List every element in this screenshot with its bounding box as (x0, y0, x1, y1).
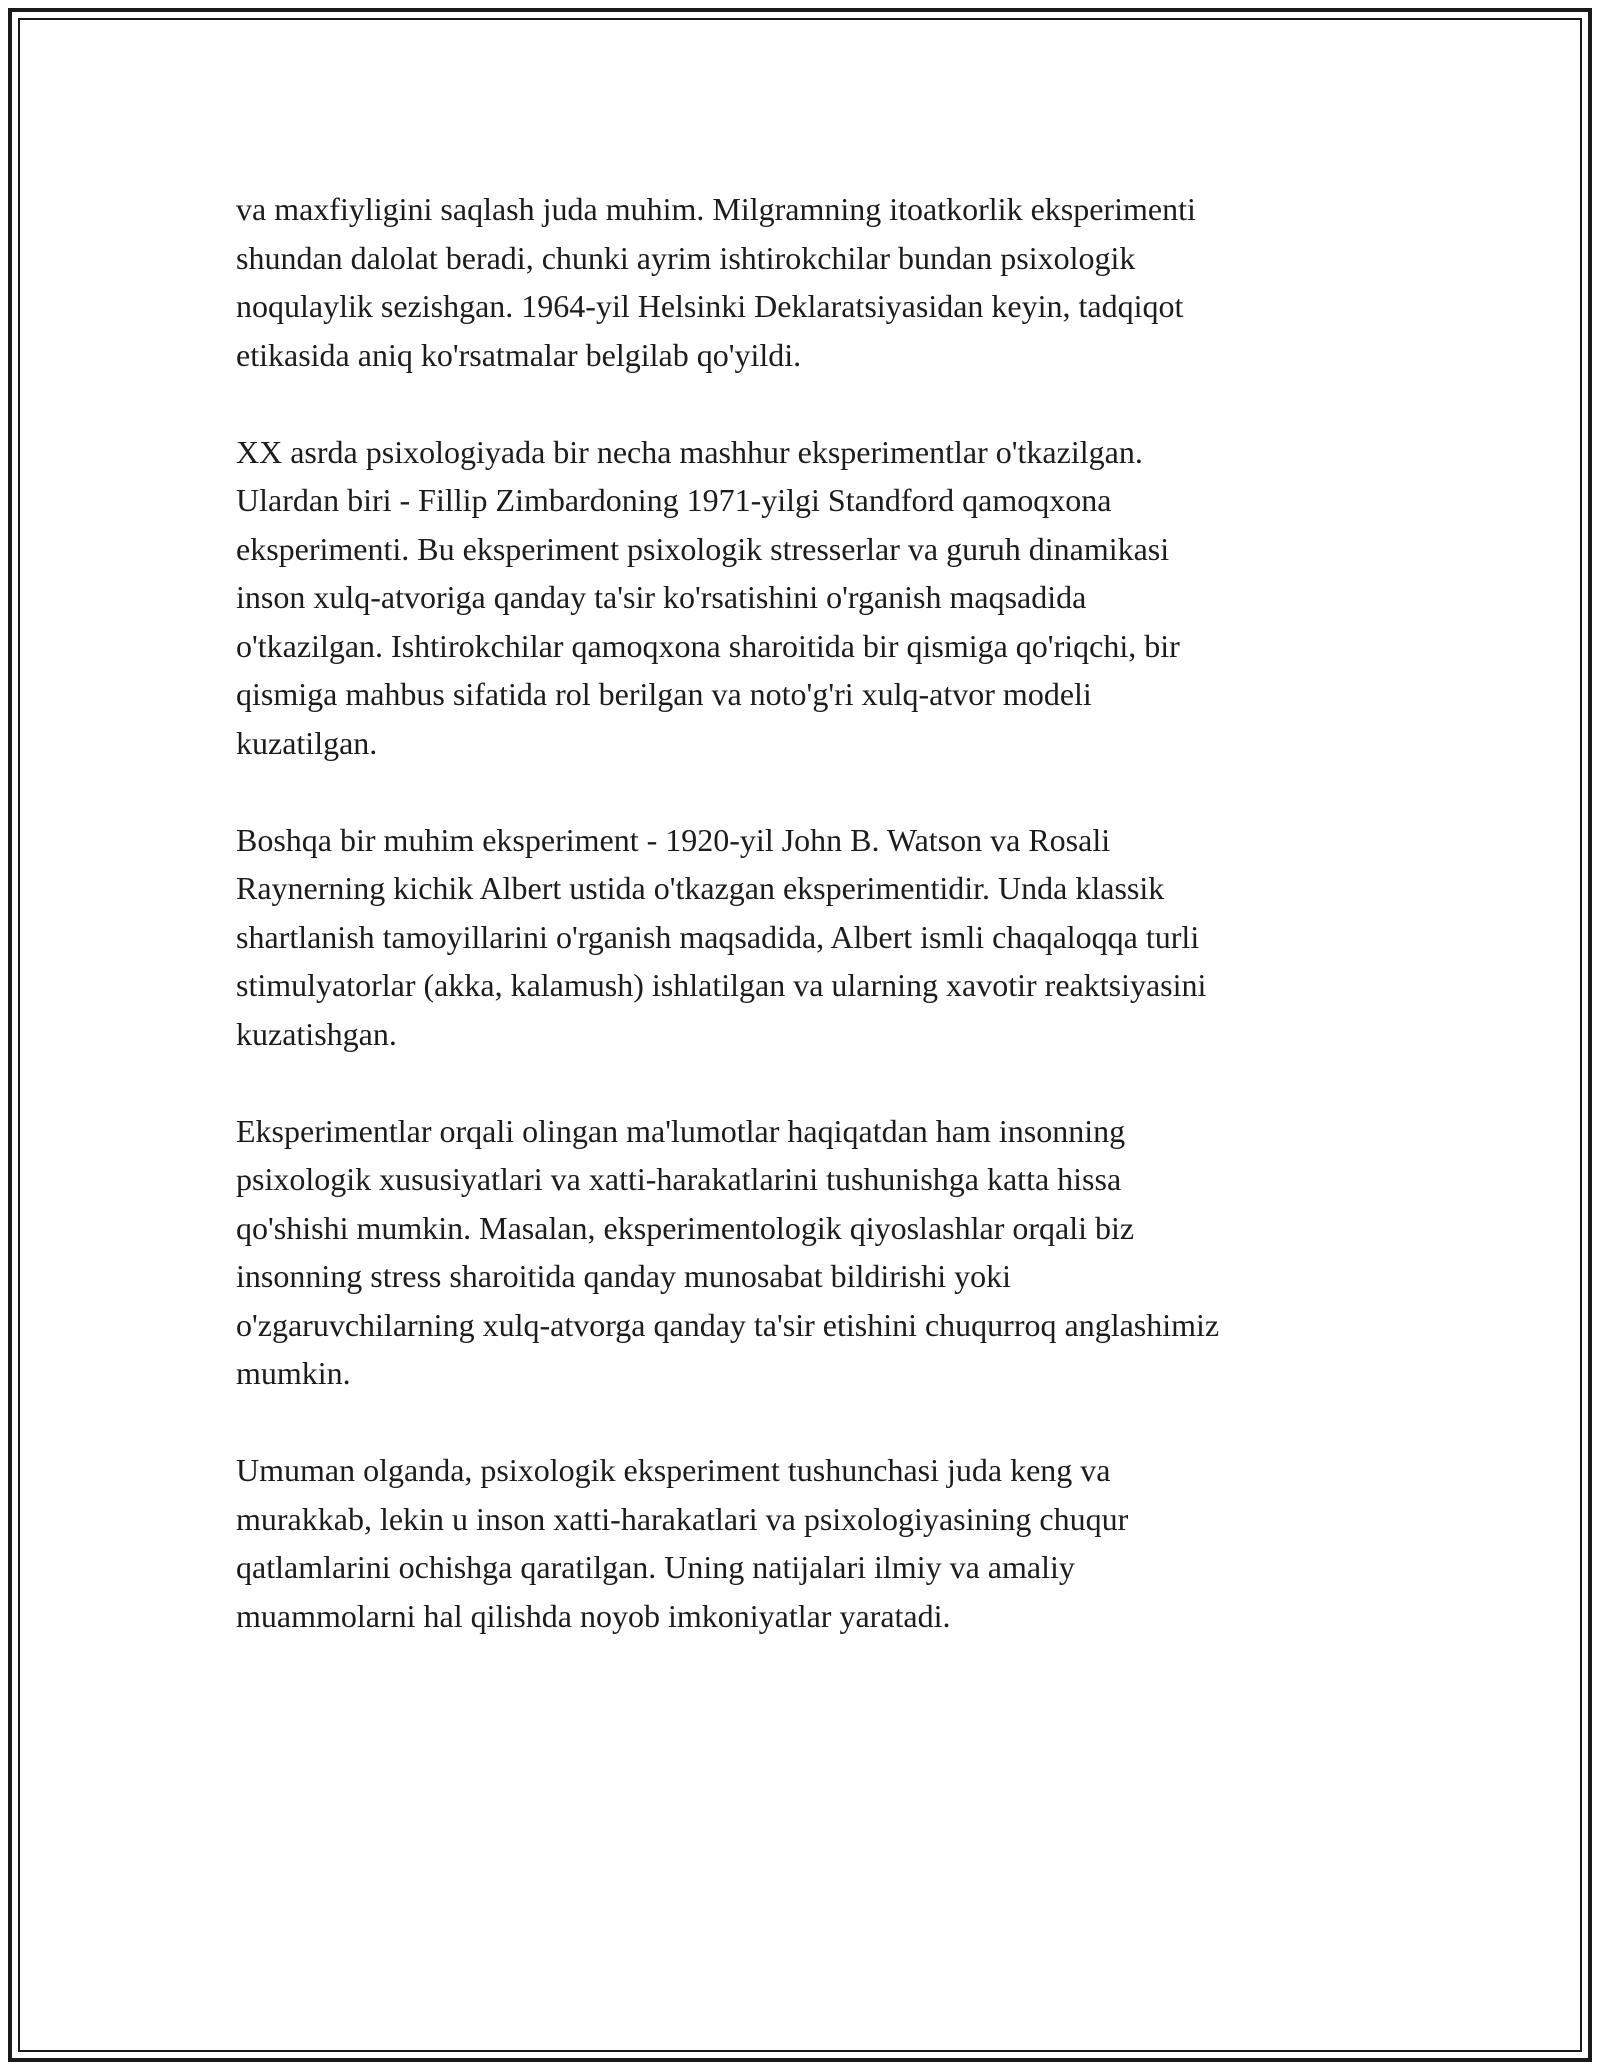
paragraph-5: Umuman olganda, psixologik eksperiment tushunchasi juda keng va murakkab, lekin u inson xatti-harakatlari va psixologiyasining chuqur qatlamlarini ochishga qaratilgan. Uning natijalari ilmiy va amaliy muammolarni hal qilishda noyob imkoniyatlar yaratadi. (236, 1452, 1129, 1634)
paragraph-2: XX asrda psixologiyada bir necha mashhur eksperimentlar o'tkazilgan. Ulardan biri - Fillip Zimbardoning 1971-yilgi Standford qamoqxona eksperimenti. Bu eksperiment psixologik stresserlar va guruh dinamikasi inson xulq-atvoriga qanday ta'sir ko'rsatishini o'rganish maqsadida o'tkazilgan. Ishtirokchilar qamoqxona sharoitida bir qismiga qo'riqchi, bir qismiga mahbus sifatida rol berilgan va noto'g'ri xulq-atvor modeli kuzatilgan. (236, 433, 1180, 761)
paragraph-3: Boshqa bir muhim eksperiment - 1920-yil John B. Watson va Rosali Raynerning kichik Albert ustida o'tkazgan eksperimentidir. Unda klassik shartlanish tamoyillarini o'rganish maqsadida, Albert ismli chaqaloqqa turli stimulyatorlar (akka, kalamush) ishlatilgan va ularning xavotir reaktsiyasini kuzatishgan. (236, 821, 1207, 1052)
paragraph-4: Eksperimentlar orqali olingan ma'lumotlar haqiqatdan ham insonning psixologik xususiyatlari va xatti-harakatlarini tushunishga katta hissa qo'shishi mumkin. Masalan, eksperimentologik qiyoslashlar orqali biz insonning stress sharoitida qanday munosabat bildirishi yoki o'zgaruvchilarning xulq-atvorga qanday ta'sir etishini chuqurroq anglashimiz mumkin. (236, 1112, 1220, 1391)
document-body (236, 185, 1386, 1689)
paragraph-1: va maxfiyligini saqlash juda muhim. Milgramning itoatkorlik eksperimenti shundan dalolat beradi, chunki ayrim ishtirokchilar bundan psixologik noqulaylik sezishgan. 1964-yil Helsinki Deklaratsiyasidan keyin, tadqiqot etikasida aniq ko'rsatmalar belgilab qo'yildi. (236, 191, 1196, 373)
